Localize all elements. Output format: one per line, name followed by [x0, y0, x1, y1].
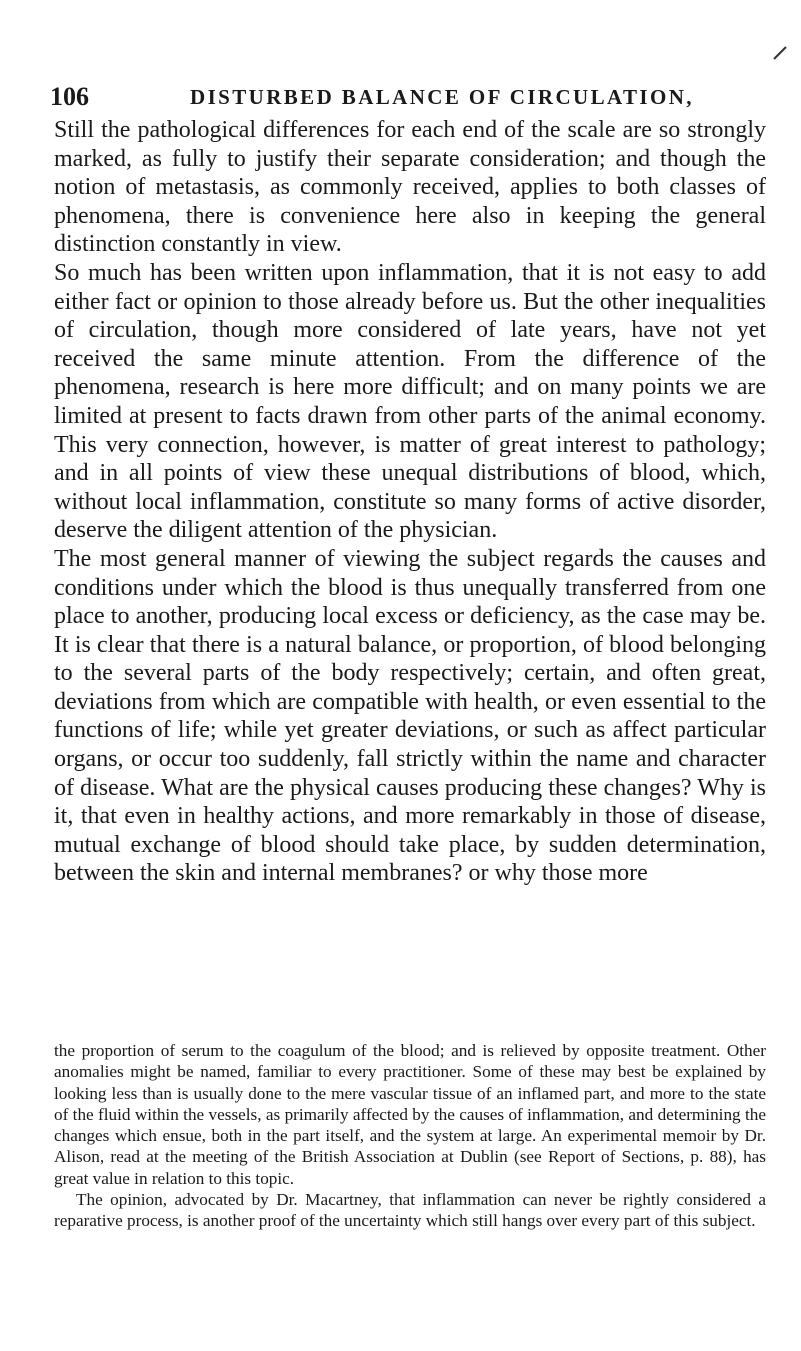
pencil-mark-icon	[773, 46, 787, 60]
running-head: DISTURBED BALANCE OF CIRCULATION,	[190, 85, 694, 109]
paragraph: Still the pathological differences for each end of the scale are so strongly marked, as fully to justify their separate consideration; and though the notion of metastasis, as commonly received, applies to both classes of phenomena, there is convenience here also in keeping the general distinction constantly in view.	[54, 117, 766, 258]
body-text	[54, 116, 766, 888]
footnote-paragraph: the proportion of serum to the coagulum of the blood; and is relieved by opposite treatment. Other anomalies might be named, familiar to every practitioner. Some of these may best be explained by looking less than is usually done to the mere vascular tissue of an inflamed part, and more to the state of the fluid within the vessels, as primarily affected by the causes of inflammation, and determining the changes which ensue, both in the part itself, and the system at large. An experimental memoir by Dr. Alison, read at the meeting of the British Association at Dublin (see Report of Sections, p. 88), has great value in relation to this topic.	[54, 1041, 766, 1188]
paragraph: The most general manner of viewing the subject regards the causes and conditions under which the blood is thus unequally transferred from one place to another, producing local excess or deficiency, as the case may be. It is clear that there is a natural balance, or proportion, of blood belonging to the several parts of the body respectively; certain, and often great, deviations from which are compatible with health, or even essential to the functions of life; while yet greater deviations, or such as affect particular organs, or occur too suddenly, fall strictly within the name and character of disease. What are the physical causes producing these changes? Why is it, that even in healthy actions, and more remarkably in those of disease, mutual exchange of blood should take place, by sudden determination, between the skin and internal membranes? or why those more	[54, 545, 766, 887]
footnotes	[54, 1040, 766, 1232]
page-header	[50, 80, 758, 114]
footnote-paragraph: The opinion, advocated by Dr. Macartney, that inflammation can never be rightly considered a reparative process, is another proof of the uncertainty which still hangs over every part of this subject.	[54, 1190, 766, 1231]
paragraph: So much has been written upon inflammation, that it is not easy to add either fact or opinion to those already before us. But the other inequalities of circulation, though more considered of late years, have not yet received the same minute attention. From the difference of the phenomena, research is here more difficult; and on many points we are limited at present to facts drawn from other parts of the animal economy. This very connection, however, is matter of great interest to pathology; and in all points of view these unequal distributions of blood, which, without local inflammation, constitute so many forms of active disorder, deserve the diligent attention of the physician.	[54, 259, 766, 544]
page-number: 106	[50, 82, 89, 111]
